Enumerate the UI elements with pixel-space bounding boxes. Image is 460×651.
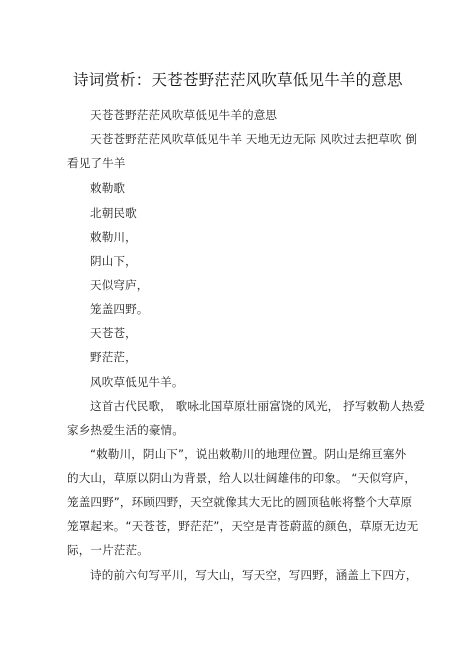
- poem-line: 笼盖四野。: [90, 302, 149, 316]
- poem-title: 敕勒歌: [90, 181, 126, 195]
- heading-line: 天苍苍野茫茫风吹草低见牛羊的意思: [90, 108, 278, 122]
- paragraph-line: 天苍苍野茫茫风吹草低见牛羊 天地无边无际 风吹过去把草吹 倒: [90, 132, 418, 146]
- poem-line: 天似穹庐，: [90, 278, 149, 292]
- poem-line: 阴山下，: [90, 254, 137, 268]
- paragraph-line: 的大山，草原以阴山为背景，给人以壮阔雄伟的印象。 “天似穹庐，: [67, 471, 417, 485]
- paragraph-line: 笼罩起来。“天苍苍，野茫茫”，天空是青苍蔚蓝的颜色，草原无边无: [67, 519, 419, 533]
- paragraph-line: 笼盖四野”，环顾四野，天空就像其大无比的圆顶毡帐将整个大草原: [67, 495, 413, 509]
- poem-author: 北朝民歌: [90, 206, 137, 220]
- paragraph-line: 这首古代民歌， 歌咏北国草原壮丽富饶的风光， 抒写敕勒人热爱: [90, 399, 425, 413]
- poem-line: 敕勒川，: [90, 230, 137, 244]
- document-title: 诗词赏析：天苍苍野茫茫风吹草低见牛羊的意思: [73, 71, 403, 89]
- poem-line: 野茫茫，: [90, 350, 137, 364]
- paragraph-line: 诗的前六句写平川，写大山，写天空，写四野，涵盖上下四方，: [90, 568, 418, 582]
- paragraph-line: “敕勒川，阴山下”，说出敕勒川的地理位置。阴山是绵亘塞外: [90, 447, 407, 461]
- poem-line: 风吹草低见牛羊。: [90, 375, 184, 389]
- paragraph-line: 家乡热爱生活的豪情。: [67, 423, 184, 437]
- paragraph-line: 看见了牛羊: [67, 156, 126, 170]
- paragraph-line: 际，一片茫茫。: [67, 543, 149, 557]
- poem-line: 天苍苍，: [90, 326, 137, 340]
